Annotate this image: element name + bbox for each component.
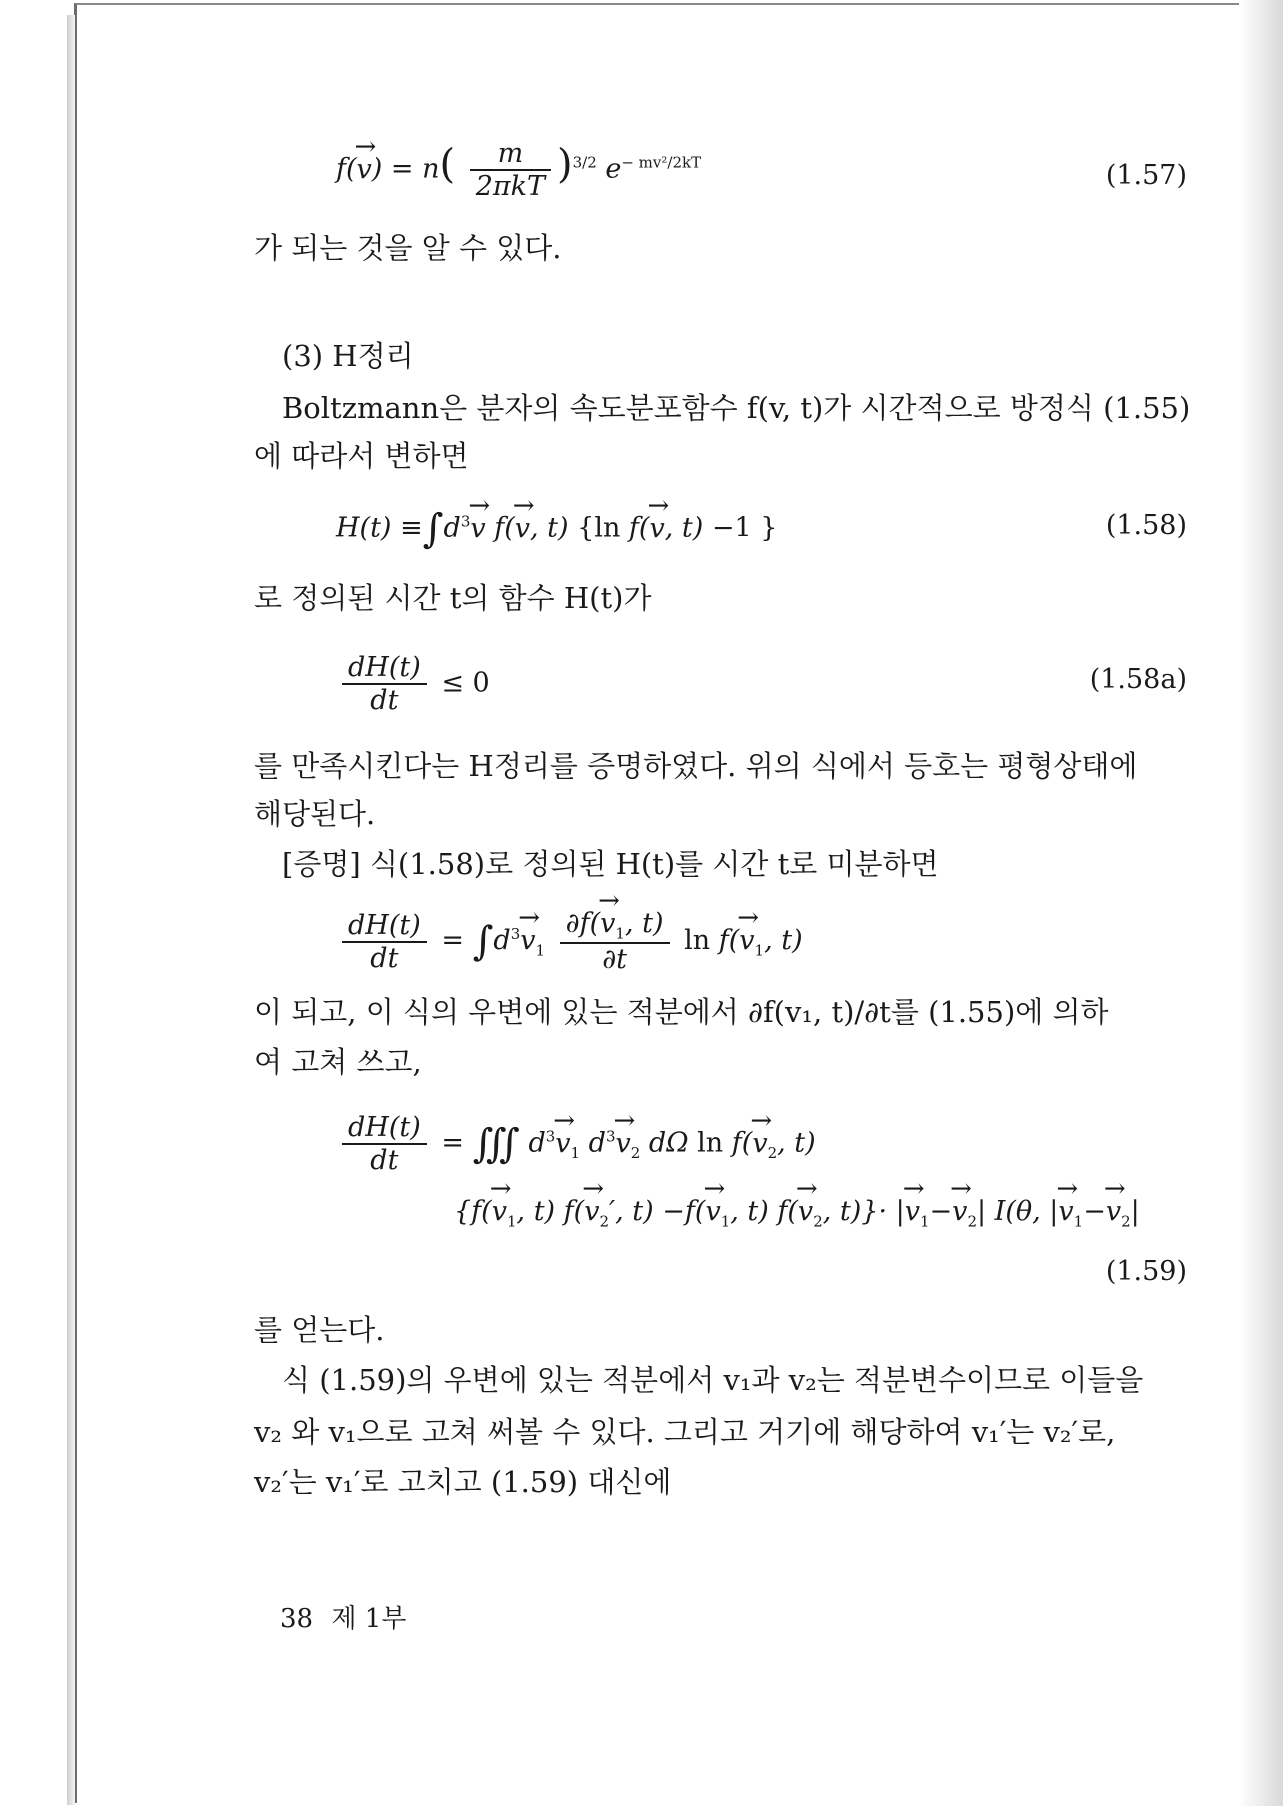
text-line: 여 고쳐 쓰고, <box>254 1045 422 1079</box>
text-line: 에 따라서 변하면 <box>254 439 469 473</box>
text-line: [증명] 식(1.58)로 정의된 H(t)를 시간 t로 미분하면 <box>282 847 939 881</box>
equation-1-59: $\frac{dH(t)}{dt}$ = ∭ $d^3\to v_1$ $d^3\to v_2$ dΩ $\ln f(\to v_2$, t) <box>336 1112 816 1176</box>
text-line: 가 되는 것을 알 수 있다. <box>254 231 562 265</box>
text-line: v₂ 와 v₁으로 고쳐 써볼 수 있다. 그리고 거기에 해당하여 v₁′는 v₂′로, <box>254 1415 1116 1449</box>
text-line: 를 얻는다. <box>254 1313 385 1347</box>
equation-number: (1.58) <box>1105 510 1187 541</box>
equation-1-58a: $\frac{dH(t)}{dt}$ ≤ 0 <box>336 652 490 716</box>
equation-1-59-line2: {$f(\to v_1$, t) $f(\to v_2'$, $t) -f(\to v_1$, t) $f(\to v_2$, t)}· |→ $v_1-\to v_2|$ I(θ, |→ $v_1-\to v_2|$ <box>454 1196 1140 1230</box>
text-line: 이 되고, 이 식의 우변에 있는 적분에서 ∂f(v₁, t)/∂t를 (1.55)에 의하 <box>254 995 1109 1029</box>
text-line: 를 만족시킨다는 H정리를 증명하였다. 위의 식에서 등호는 평형상태에 <box>254 749 1138 783</box>
page-edge-shadow <box>1239 0 1283 1806</box>
equation-number: (1.59) <box>1105 1256 1187 1287</box>
section-heading: (3) H정리 <box>282 339 414 373</box>
text-line: v₂′는 v₁′로 고치고 (1.59) 대신에 <box>254 1465 672 1499</box>
text-line: 식 (1.59)의 우변에 있는 적분에서 v₁과 v₂는 적분변수이므로 이들을 <box>282 1363 1144 1397</box>
equation-derivative: $\frac{dH(t)}{dt}$ = $\int d^3\to v_1$ $\frac{\partial f(\to v_1, t)}{\partial t}$ $\ln f(\to v_1$, t) <box>336 908 803 975</box>
text-line: 로 정의된 시간 t의 함수 H(t)가 <box>254 581 652 615</box>
equation-1-58: $H(t) \equiv\int d^3\to v$ f(→ v, t) {ln f(→ v, t) −1 } <box>336 506 777 552</box>
equation-1-57: f(→ v) = n( $\frac{m}{\text{2πkT}}$ )$^{3/2}$ $e^{- mv^2/2kT}$ <box>336 138 701 202</box>
equation-number: (1.57) <box>1105 160 1187 191</box>
page-number: 38 <box>280 1604 314 1634</box>
page-footer <box>280 1598 406 1635</box>
text-line: 해당된다. <box>254 797 376 831</box>
part-label: 제 1부 <box>331 1604 407 1634</box>
text-line: Boltzmann은 분자의 속도분포함수 f(v, t)가 시간적으로 방정식 (1.55) <box>282 391 1191 425</box>
page-frame <box>74 3 1281 1803</box>
equation-number: (1.58a) <box>1089 664 1187 695</box>
